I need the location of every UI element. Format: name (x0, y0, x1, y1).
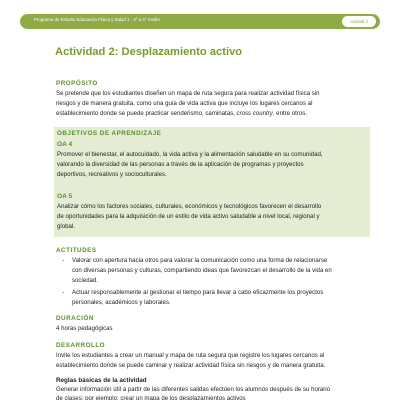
oa4-line-3: deportivos, recreativos y socioculturales. (57, 171, 167, 178)
program-name: Programa de Estudio Educación Física y Salud 1 - 3° a 4° medio (34, 17, 160, 22)
proposito-line-3 (56, 109, 368, 119)
actitud-item-1 (62, 256, 368, 287)
proposito-italic-term: cross country (236, 110, 273, 117)
duracion-value: 4 horas pedagógicas (56, 325, 113, 332)
desarrollo-line-2: establecimiento donde se puede caminar y realizar actividad física sin riesgos y de manera gratuita. (56, 362, 326, 369)
desarrollo-heading: DESARROLLO (56, 342, 106, 349)
actitud-1-line-1: Valorar con apertura hacia otros para valorar la comunicación como una forma de relacionarse (72, 257, 328, 264)
oa5-line-1: Analizar cómo los factores sociales, culturales, económicos y tecnológicos favorecen el desarrollo (57, 203, 322, 210)
bullet-dash: - (62, 257, 65, 264)
actitud-2-line-2: personales, académicos y laborales. (72, 299, 171, 307)
objetivos-box (54, 127, 370, 237)
oa4-line-1: Promover el bienestar, el autocuidado, la vida activa y la alimentación saludable en su comunidad, (57, 151, 323, 158)
oa4-code: OA 4 (57, 141, 73, 148)
objetivos-heading: OBJETIVOS DE APRENDIZAJE (57, 130, 162, 137)
actitud-1-line-3: sociedad. (72, 277, 99, 285)
desarrollo-line-1: Invite los estudiantes a crear un manual y mapa de ruta segura que registre los lugares cercanos al (56, 352, 325, 359)
proposito-line-2: riesgos y de manera gratuita, como una guía de vida activa que incluye los lugares cercanos al (56, 100, 313, 107)
proposito-heading: PROPÓSITO (56, 80, 98, 87)
unit-badge (342, 16, 376, 27)
actitudes-heading: ACTITUDES (56, 247, 97, 254)
actitud-item-2 (62, 288, 368, 308)
reglas-line-1: Generar información útil a partir de las diferentes salidas efectúen los alumnos después de su horario (56, 386, 331, 393)
unit-label: Unidad 4 (350, 19, 368, 24)
duracion-heading: DURACIÓN (56, 315, 94, 322)
proposito-line-1: Se pretende que los estudiantes diseñen un mapa de ruta segura para realizar actividad física sin (56, 90, 320, 97)
reglas-heading: Reglas básicas de la actividad (56, 377, 147, 384)
oa5-line-2: de oportunidades para la adquisición de un estilo de vida activo saludable a nivel local, regional y (57, 213, 320, 220)
header-bar (20, 14, 380, 29)
reglas-line-2: de clases; por ejemplo: crear un mapa de los desplazamientos activos (56, 395, 246, 400)
oa5-code: OA 5 (57, 193, 73, 200)
actitud-1-line-2: con diversas personas y culturas, compartiendo ideas que favorezcan el desarrollo de la vida en (72, 267, 332, 275)
bullet-dash: - (62, 289, 65, 296)
oa5-line-3: global. (57, 223, 75, 230)
proposito-line-3-end: , entre otros. (272, 110, 308, 117)
activity-title: Actividad 2: Desplazamiento activo (55, 46, 243, 58)
proposito-line-3-text: establecimiento donde se puede practicar senderismo, caminatas, (56, 110, 237, 117)
oa4-line-2: valorando la diversidad de las personas a través de la aplicación de programas y proyectos (57, 161, 304, 168)
actitud-2-line-1: Actuar responsablemente al gestionar el tiempo para llevar a cabo eficazmente los proyectos (72, 289, 324, 296)
